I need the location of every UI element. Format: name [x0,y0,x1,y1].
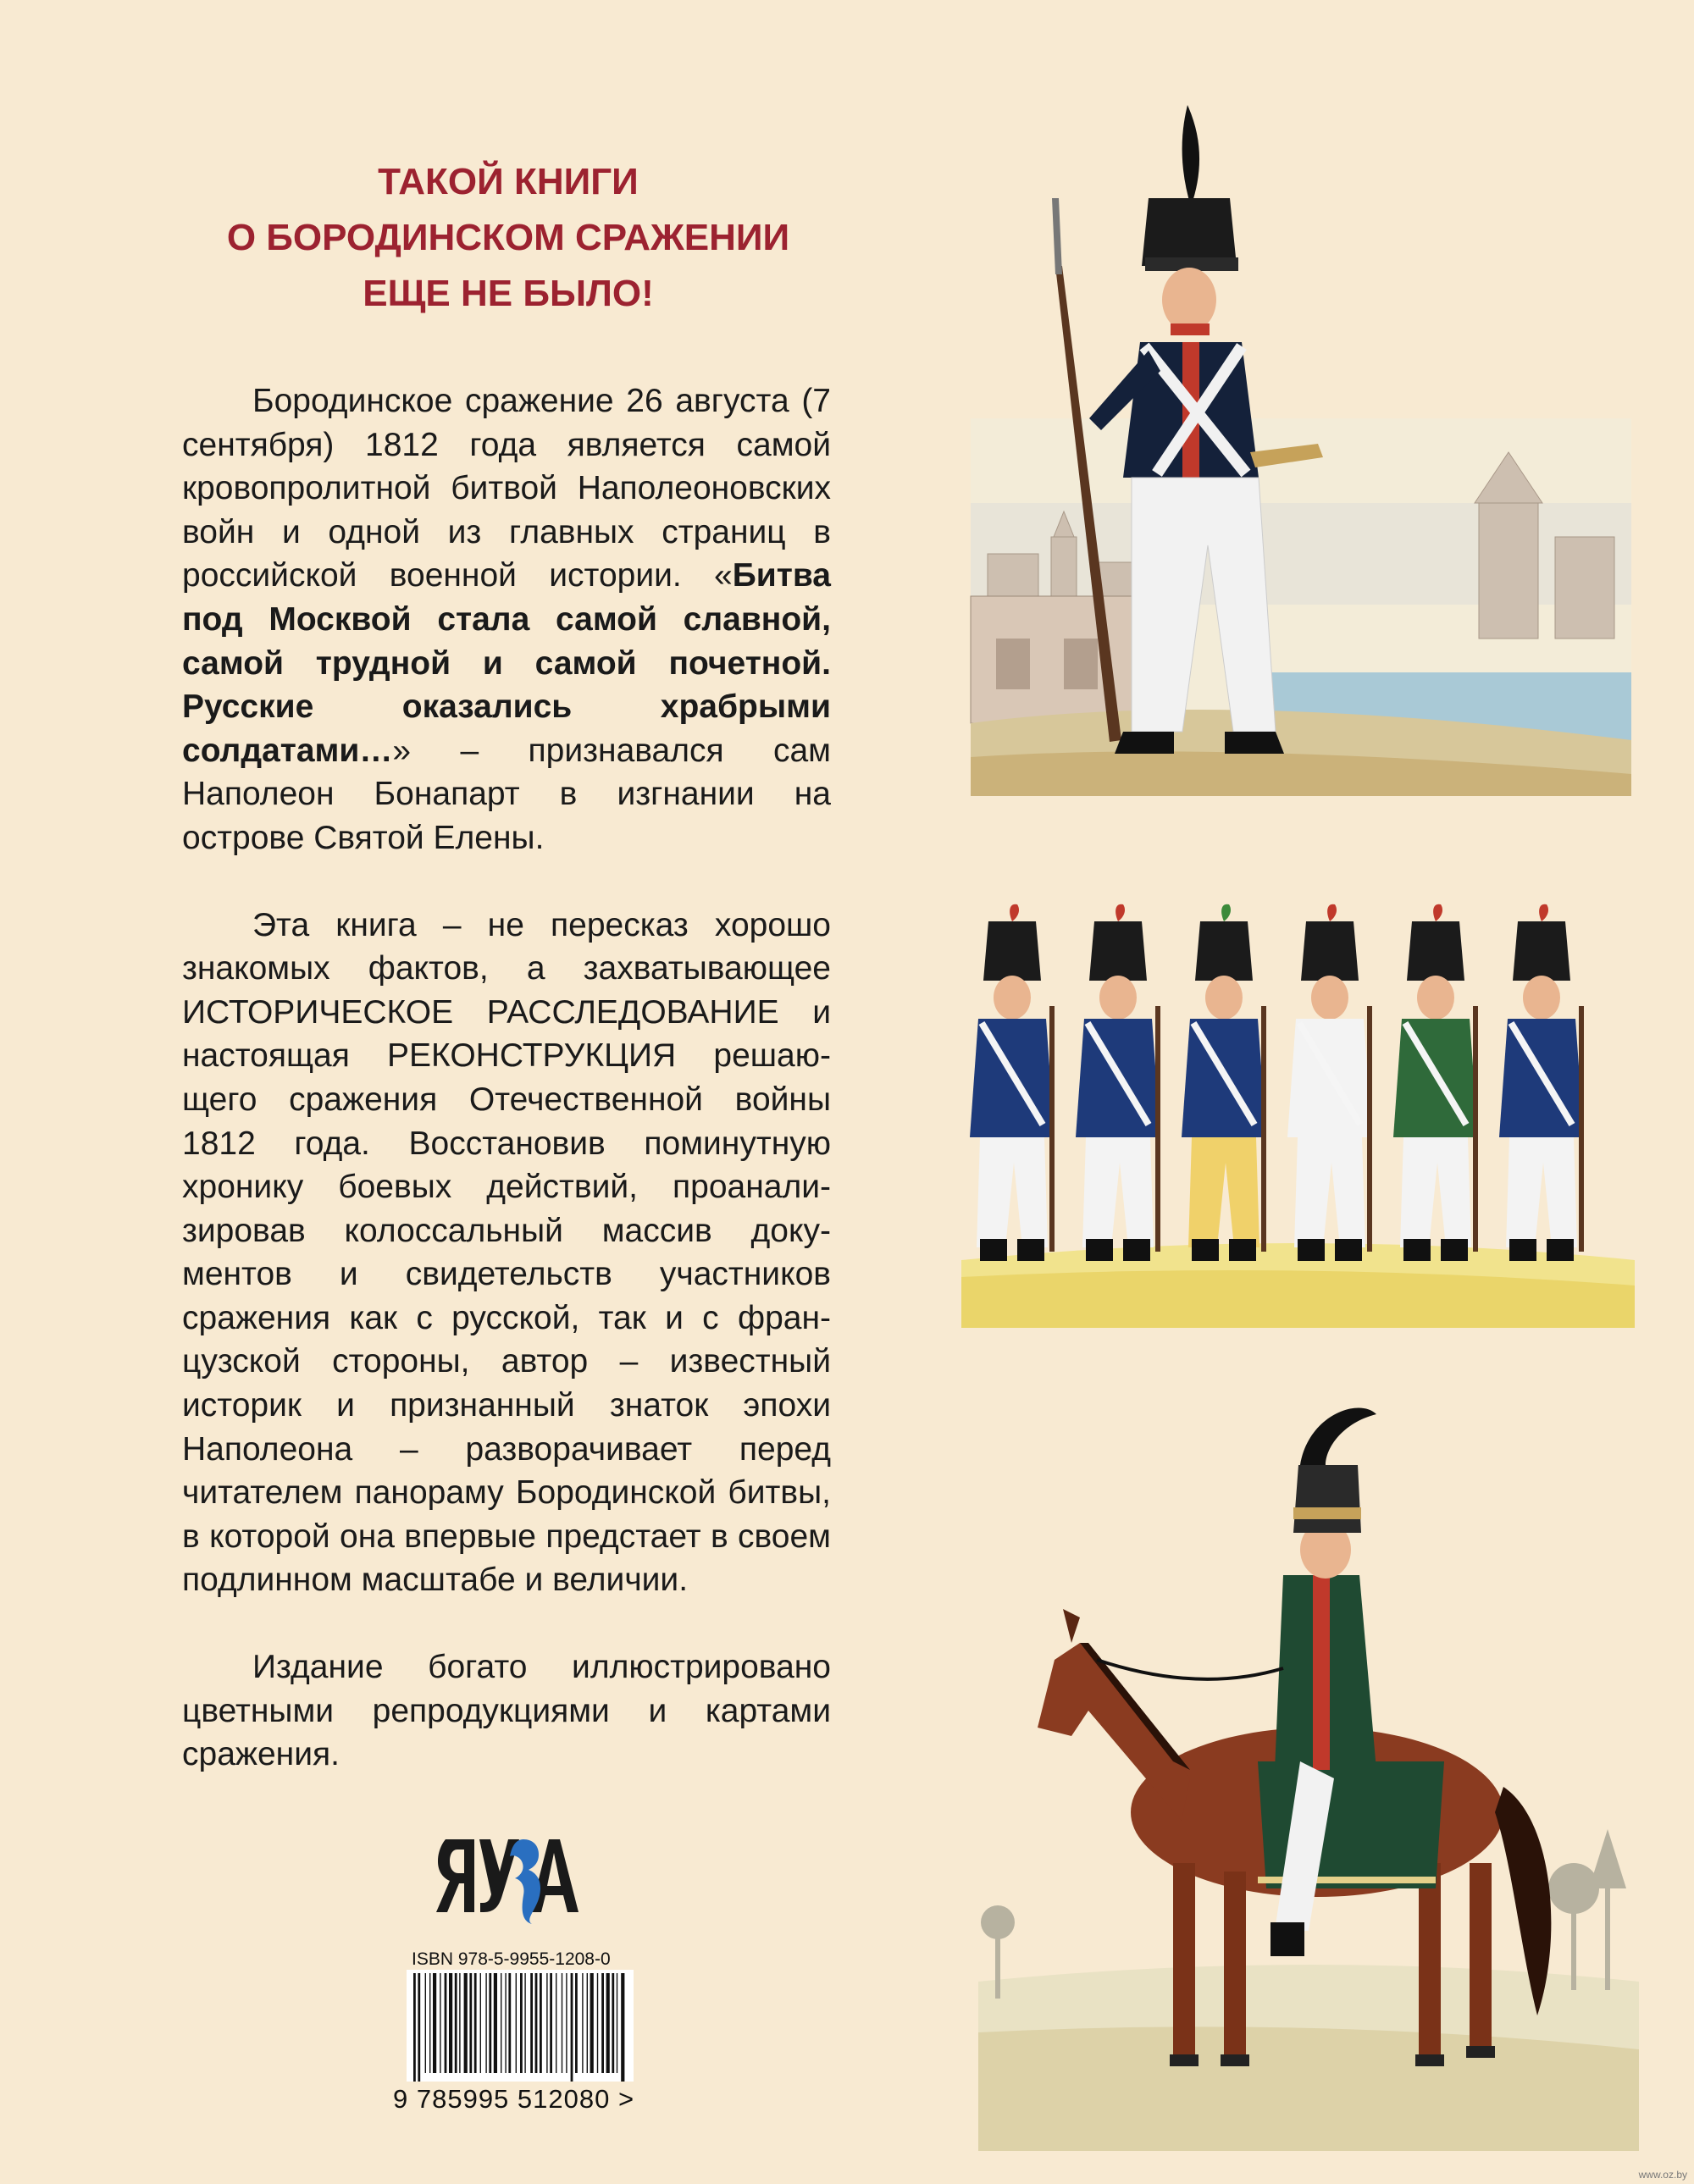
paragraph-1-tail: » – признавался сам Наполеон Бонапарт в изгнании на острове Святой Елены. [182,732,831,856]
soldier-figure [1393,904,1478,1261]
barcode-bar [489,1973,491,2073]
barcode-bar [524,1973,525,2073]
blurb-text [182,379,831,1777]
barcode-bar [520,1973,523,2073]
barcode-bar [590,1973,594,2073]
barcode-bar [587,1973,588,2073]
barcode-bar [571,1973,573,2082]
publisher-logo [440,1820,586,1924]
headline [119,154,898,322]
barcode-bar [575,1973,578,2073]
source-credit: www.oz.by [1638,2169,1687,2181]
barcode-bar [469,1973,472,2073]
barcode-bar [433,1973,436,2073]
soldier-figure [1182,904,1266,1261]
isbn-barcode [407,1970,634,2082]
soldier-figure [1287,904,1372,1261]
headline-line-2: О БОРОДИНСКОМ СРАЖЕНИИ [226,217,790,258]
barcode-bar [505,1973,506,2073]
illustration-cavalryman [978,1389,1639,2151]
barcode-bar [582,1973,583,2073]
napoleon-quote: Битва под Москвой стала самой славной, самой трудной и самой почетной. Русские оказались храбрыми солдатами… [182,557,831,769]
publisher-logo-text: ЯУЗА [440,1820,476,1834]
barcode-bar [459,1973,460,2073]
barcode-bar [413,1973,416,2082]
soldier-figure [1499,904,1584,1261]
barcode-bar [480,1973,481,2073]
barcode-bar [455,1973,457,2073]
soldier-figure [1076,904,1160,1261]
barcode-bar [494,1973,497,2073]
barcode-bar [530,1973,533,2073]
barcode-bar [425,1973,426,2073]
headline-line-3: ЕЩЕ НЕ БЫЛО! [363,273,654,314]
illustration-soldier-group [961,904,1635,1328]
barcode-bar [546,1973,547,2073]
barcode-bar [516,1973,517,2073]
headline-line-1: ТАКОЙ КНИГИ [378,161,639,202]
barcode-bar [508,1973,511,2073]
illustration-infantry-soldier [971,97,1631,796]
barcode-bar [550,1973,552,2073]
barcode-bar [597,1973,598,2073]
barcode-bar [429,1973,430,2073]
paragraph-1-intro: Бородинское сражение 26 августа (7 сентября) 1812 года является самой кровопролитной битвой Наполеоновских войн и одной из главных страниц в российской военной истории. « [182,383,831,594]
barcode-bar [445,1973,447,2073]
barcode-bar [621,1973,624,2082]
paragraph-1 [182,379,831,860]
barcode-bar [474,1973,477,2073]
barcode-bar [612,1973,614,2073]
barcode-bar [606,1973,610,2073]
soldier-figure [970,904,1055,1261]
paragraph-3: Издание богато иллюстрировано цветными репродукциями и картами сражения. [182,1649,831,1773]
barcode-bar [535,1973,538,2073]
paragraph-2: Эта книга – не пересказ хорошо знакомых фактов, а захватывающее ИСТОРИЧЕСКОЕ РАССЛЕДОВАНИЕ и настоящая РЕКОНСТРУКЦИЯ решающего сражения Отечественной войны 1812 года. Восстановив поминутную хронику боевых действий, проанализировав колоссальный массив документов и свидетельств участников сражения как с русской, так и с французской стороны, автор – известный историк и признанный знаток эпохи Наполеона – разворачивает перед читателем панораму Бородинской битвы, в которой она впервые предстает в своем подлинном масштабе и величии. [182,906,831,1599]
barcode-bar [464,1973,468,2073]
isbn-label: ISBN 978-5-9955-1208-0 [412,1949,611,1969]
barcode-bar [540,1973,542,2073]
barcode-bar [566,1973,567,2073]
barcode-bar [485,1973,486,2073]
barcode-bar [449,1973,452,2073]
barcode-digits: 9 785995 512080 > [393,2084,635,2114]
barcode-bar [601,1973,604,2073]
barcode-bar [418,1973,420,2082]
